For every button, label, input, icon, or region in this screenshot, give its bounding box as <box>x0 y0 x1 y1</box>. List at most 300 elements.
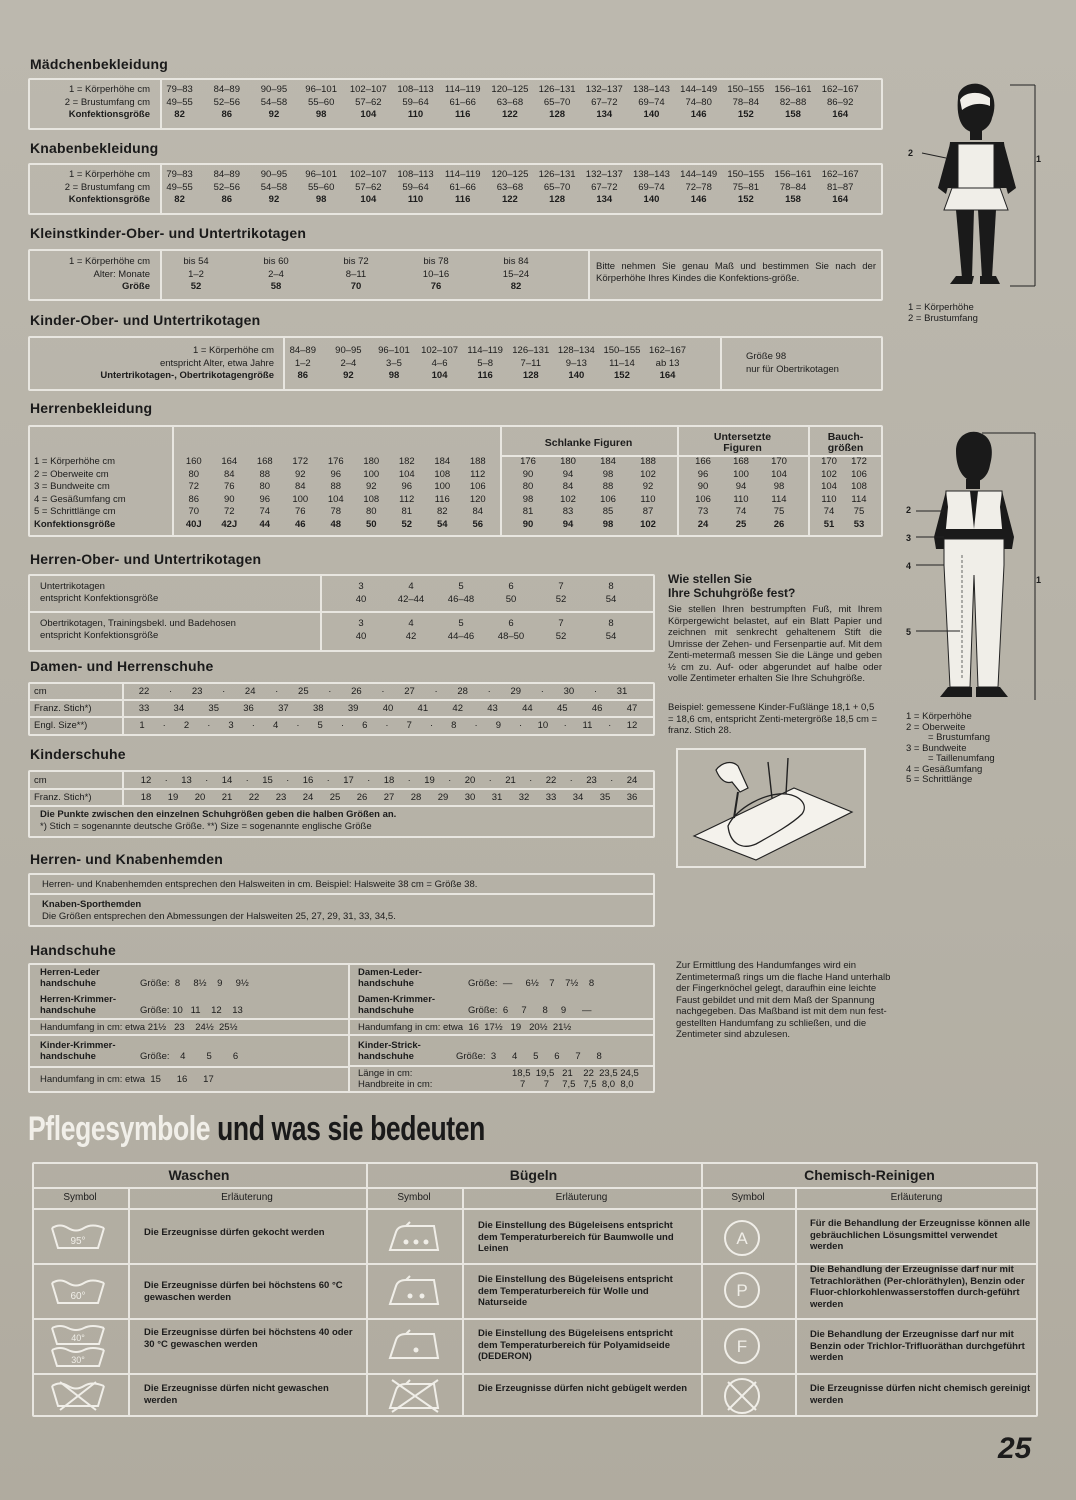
table-cell: 49–55 <box>166 96 193 108</box>
table-knaben <box>32 169 864 207</box>
laenge-values: 18,5 19,5 21 22 23,5 24,5 <box>512 1068 639 1079</box>
table-cell: 83 <box>562 506 574 517</box>
shoe-size-cell: 22 <box>138 686 150 697</box>
table-cell: 40 <box>355 593 367 605</box>
table-cell: 74 <box>823 506 835 517</box>
shoe-size-cell: 42 <box>452 703 463 714</box>
table-cell: 100 <box>733 468 749 480</box>
table-cell: 152 <box>614 370 630 381</box>
table-cell: 96–101 <box>378 345 410 356</box>
table-cell: bis 60 <box>263 256 289 267</box>
obertrikotagen-label: Obertrikotagen, Trainingsbekl. und Badehosen <box>40 618 236 629</box>
table-cell: 122 <box>501 194 518 205</box>
table-cell: 2–4 <box>268 268 284 280</box>
table-cell: 40J <box>185 518 202 530</box>
table-row <box>508 469 668 482</box>
table-kinder <box>40 345 690 383</box>
table-cell: 75 <box>853 506 865 517</box>
shoe-size-cell: · <box>222 686 226 697</box>
kinder-strick-sizes: Größe: 3 4 5 6 7 8 <box>456 1051 602 1062</box>
care-head-waschen: Waschen <box>168 1167 230 1183</box>
breite-values: 7 7 7,5 7,5 8,0 8,0 <box>520 1079 634 1090</box>
table-cell: 1–2 <box>188 268 204 280</box>
herren-leder-sizes: Größe: 8 8½ 9 9½ <box>140 978 249 989</box>
table-cell: 54 <box>605 630 617 642</box>
care-head-buegeln: Bügeln <box>509 1167 558 1183</box>
table-cell: 132–137 <box>585 169 623 180</box>
shoe-size-cell: 5 <box>317 720 323 731</box>
herren-krimmer-label-2: handschuhe <box>40 1005 96 1016</box>
table-cell: 94 <box>735 481 747 492</box>
table-cell: 110 <box>733 493 749 505</box>
table-row <box>32 281 556 294</box>
table-cell: 168 <box>733 456 749 467</box>
table-cell: 80 <box>522 481 534 492</box>
table-cell: 57–62 <box>355 96 382 108</box>
table-cell: 78 <box>330 506 342 517</box>
man-legend-item: 2 = Oberweite <box>906 721 966 733</box>
shoe-size-cell: 2 <box>183 720 190 731</box>
table-cell: 76 <box>430 281 442 292</box>
table-cell: 180 <box>560 456 576 467</box>
table-cell: 69–74 <box>638 181 665 193</box>
care-buegeln-3: Die Einstellung des Bügeleisens entspricht dem Temperaturbereich für Polyamidseide (DEDERON) <box>478 1328 673 1362</box>
table-cell: 84–89 <box>213 169 240 180</box>
table-cell: 152 <box>737 109 754 120</box>
table-cell: 94 <box>562 468 574 480</box>
shoe-size-cell: 19 <box>424 775 435 786</box>
table-cell: 52–56 <box>213 96 240 108</box>
table-cell: bis 84 <box>503 256 529 267</box>
shoe-size-cell: · <box>610 775 614 786</box>
schuhgroesse-title-1: Wie stellen Sie <box>668 572 752 586</box>
table-cell: 50 <box>505 593 517 605</box>
table-cell: 102 <box>640 518 656 530</box>
herren-group-untersetzt-1: Untersetzte <box>713 431 772 443</box>
table-cell: 81 <box>522 506 534 517</box>
shoe-size-cell: · <box>340 720 345 731</box>
man-legend-item: 4 = Gesäßumfang <box>906 763 983 775</box>
table-herren-bauch <box>814 456 874 531</box>
table-cell: 98 <box>315 109 327 120</box>
table-cell: 78–84 <box>779 181 807 193</box>
table-cell: 122 <box>501 109 518 120</box>
table-cell: 172 <box>851 456 867 467</box>
table-cell: 5 <box>458 618 464 629</box>
table-cell: 88 <box>330 481 342 492</box>
child-legend-1: 1 = Körperhöhe <box>908 302 974 313</box>
table-cell: 90–95 <box>335 345 362 356</box>
table-row <box>176 481 496 494</box>
table-cell: 61–66 <box>449 96 476 108</box>
care-sub-erl-2: Erläuterung <box>555 1192 608 1203</box>
table-row <box>336 631 636 644</box>
table-cell: 100 <box>292 493 309 505</box>
table-row <box>336 581 636 594</box>
care-buegeln-4: Die Erzeugnisse dürfen nicht gebügelt werden <box>478 1383 688 1394</box>
table-cell: 146 <box>690 194 707 205</box>
herren-leder-label-2: handschuhe <box>40 978 96 989</box>
iron-low-icon <box>382 1328 446 1364</box>
table-cell: 3–5 <box>386 357 402 369</box>
herren-krimmer-label: Herren-Krimmer- <box>40 994 117 1005</box>
table-cell: 5–8 <box>477 357 494 369</box>
table-row <box>684 519 798 532</box>
table-cell: 116 <box>477 370 493 381</box>
table-cell: 42J <box>221 518 238 530</box>
table-row <box>814 469 874 482</box>
table-cell: 52–56 <box>213 181 240 193</box>
table-cell: 158 <box>785 194 801 205</box>
shoe-size-cell: · <box>608 720 612 731</box>
table-cell: 67–72 <box>591 181 618 193</box>
table-cell: 90 <box>522 518 534 530</box>
shoe-size-cell: 35 <box>208 703 219 714</box>
table-cell: 90–95 <box>260 169 288 180</box>
table-cell: 55–60 <box>307 181 335 193</box>
table-row <box>684 506 798 519</box>
table-cell: 50 <box>365 518 377 530</box>
man-marker-1: 1 <box>1036 575 1042 585</box>
table-cell: 81–87 <box>827 181 854 193</box>
man-legend <box>906 712 1056 786</box>
section-title-maedchen: Mädchenbekleidung <box>30 56 168 72</box>
table-herren-schlank <box>508 456 668 531</box>
table-kleinst <box>32 256 556 294</box>
table-row <box>508 494 668 507</box>
care-sub-symbol-2: Symbol <box>397 1192 431 1203</box>
damen-leder-sizes: Größe: — 6½ 7 7½ 8 <box>468 978 595 989</box>
table-cell: bis 54 <box>183 256 209 267</box>
table-cell: 164 <box>832 194 849 205</box>
table-cell: 134 <box>596 109 613 120</box>
table-cell: 6 <box>508 581 514 592</box>
table-cell: 120 <box>469 493 486 505</box>
kinder-strick-label-2: handschuhe <box>358 1051 414 1062</box>
untertrikotagen-sub-label: entspricht Konfektionsgröße <box>40 593 159 604</box>
kinder-krimmer-label: Kinder-Krimmer- <box>40 1040 116 1051</box>
herren-row-label: 5 = Schrittlänge cm <box>34 506 116 517</box>
kinder-strick-label: Kinder-Strick- <box>358 1040 421 1051</box>
herren-row-label: Konfektionsgröße <box>34 518 116 530</box>
man-legend-item: 5 = Schrittlänge <box>906 774 973 785</box>
table-cell: 106 <box>600 493 616 505</box>
table-cell: 114 <box>851 493 867 505</box>
shoe-size-cell: 20 <box>194 792 206 803</box>
schuhgroesse-text: Sie stellen Ihren bestrumpften Fuß, mit Ihrem Körpergewicht belastet, auf ein Blatt Papier und zeichnen mit senkrecht gehaltenem Stift die Umrisse der Zehen- und Fersenpartie auf. Mit dem Zenti-metermaß messen Sie die Länge und geben ½ cm zu. Auf- oder abgerundet auf halbe oder volle Zentimeter erhalten Sie Ihre Schuhgröße. <box>668 604 882 684</box>
table-cell: 52 <box>555 630 567 642</box>
table-cell: 6 <box>508 618 514 629</box>
shoe-size-cell: · <box>593 686 598 697</box>
shoe-size-cell: · <box>164 775 168 786</box>
untertrikotagen-label: Untertrikotagen <box>40 581 105 592</box>
table-cell: 1–2 <box>294 357 311 369</box>
table-cell: 84 <box>472 506 484 517</box>
table-cell: 90 <box>522 468 534 480</box>
table-cell: 76 <box>223 481 235 492</box>
herren-row-label: 3 = Bundweite cm <box>34 481 110 492</box>
table-cell: 114 <box>771 493 787 505</box>
table-cell: ab 13 <box>655 357 680 369</box>
table-cell: 42 <box>405 630 417 642</box>
table-cell: 54–58 <box>260 96 288 108</box>
shoe-size-cell: · <box>563 720 567 731</box>
table-cell: 15–24 <box>502 268 530 280</box>
table-cell: 85 <box>602 506 614 517</box>
row-label: 1 = Körperhöhe cm <box>68 256 150 267</box>
row-label: 1 = Körperhöhe cm <box>68 84 150 95</box>
no-dryclean-icon <box>722 1376 762 1416</box>
table-cell: 57–62 <box>355 181 382 193</box>
shoe-size-cell: 17 <box>343 775 354 786</box>
table-cell: 164 <box>832 109 849 120</box>
shoe-size-cell: · <box>162 720 166 731</box>
section-title-herren-trikotagen: Herren-Ober- und Untertrikotagen <box>30 551 262 567</box>
table-cell: 82–88 <box>779 96 807 108</box>
care-buegeln-2: Die Einstellung des Bügeleisens entspricht dem Temperaturbereich für Wolle und Naturseide <box>478 1274 673 1308</box>
herren-group-bauch-1: Bauch- <box>827 431 864 443</box>
iron-medium-icon <box>382 1274 446 1310</box>
shoe-size-cell: · <box>429 720 434 731</box>
shoe-size-cell: 46 <box>591 703 603 714</box>
herren-row-label: 1 = Körperhöhe cm <box>34 456 116 467</box>
wash-30-label: 30° <box>71 1355 85 1365</box>
row-label: Untertrikotagen-, Obertrikotagengröße <box>100 370 274 381</box>
table-cell: 176 <box>520 456 536 467</box>
table-cell: 46 <box>294 518 306 530</box>
table-cell: 10–16 <box>422 268 450 280</box>
table-cell: 80 <box>188 468 200 480</box>
row-label: entspricht Alter, etwa Jahre <box>159 357 274 369</box>
table-cell: 152 <box>737 194 754 205</box>
table-cell: 82 <box>436 506 448 517</box>
table-cell: 180 <box>363 456 380 467</box>
table-cell: 70 <box>350 281 362 292</box>
table-cell: 128 <box>549 109 566 120</box>
herren-row-label: 2 = Oberweite cm <box>34 468 109 480</box>
table-cell: 46–48 <box>447 593 475 605</box>
table-cell: 92 <box>294 468 306 480</box>
table-cell: 7 <box>558 618 564 629</box>
table-cell: 108 <box>851 481 867 492</box>
table-cell: 140 <box>643 194 660 205</box>
table-cell: 25 <box>735 518 747 530</box>
table-cell: 82 <box>510 281 522 292</box>
table-cell: 72 <box>188 481 200 492</box>
table-cell: 104 <box>327 493 344 505</box>
row-label: Größe <box>122 281 150 292</box>
table-cell: 102 <box>560 493 576 505</box>
schuhe-label-cm: cm <box>34 686 47 697</box>
table-cell: 84 <box>223 468 235 480</box>
kinderschuhe-note-2: *) Stich = sogenannte deutsche Größe. **) Size = sogenannte englische Größe <box>40 821 372 832</box>
shoe-size-cell: · <box>326 775 330 786</box>
no-wash-icon <box>48 1380 108 1412</box>
section-title-herren: Herrenbekleidung <box>30 400 153 416</box>
wash-40-30-icon <box>48 1324 108 1370</box>
table-cell: 72 <box>223 506 235 517</box>
table-cell: 74 <box>259 506 271 517</box>
shoe-size-cell: 16 <box>302 775 314 786</box>
table-cell: 104 <box>398 468 415 480</box>
table-cell: 86 <box>221 109 233 120</box>
shoe-size-cell: 24 <box>302 792 314 803</box>
table-cell: 164 <box>221 456 238 467</box>
table-row <box>176 469 496 482</box>
table-row <box>32 97 864 110</box>
damen-krimmer-label: Damen-Krimmer- <box>358 994 436 1005</box>
table-cell: 79–83 <box>166 169 193 180</box>
table-cell: 100 <box>363 468 380 480</box>
herren-group-bauch-2: größen <box>827 442 864 454</box>
section-title-schuhe: Damen- und Herrenschuhe <box>30 658 214 674</box>
table-cell: 120–125 <box>491 169 529 180</box>
table-cell: 24 <box>697 518 709 530</box>
table-cell: 134 <box>596 194 613 205</box>
table-cell: 112 <box>399 493 415 505</box>
table-cell: 7 <box>558 581 564 592</box>
shoe-size-cell: · <box>381 686 385 697</box>
table-row <box>40 370 690 383</box>
shoe-size-cell: 15 <box>262 775 273 786</box>
shoe-size-cell: 28 <box>457 686 468 697</box>
table-row <box>684 494 798 507</box>
table-row <box>508 456 668 469</box>
laenge-label: Länge in cm: <box>358 1068 413 1079</box>
table-cell: 144–149 <box>680 84 718 95</box>
shoe-size-cell: 30 <box>563 686 575 697</box>
shoe-size-cell: · <box>205 775 209 786</box>
table-row <box>176 506 496 519</box>
shoe-size-cell: 33 <box>545 792 557 803</box>
section-title-hemden: Herren- und Knabenhemden <box>30 851 224 867</box>
herren-leder-label: Herren-Leder <box>40 967 100 978</box>
man-figure-illustration <box>900 425 1050 705</box>
page-number: 25 <box>998 1432 1032 1465</box>
table-cell: 170 <box>771 456 787 467</box>
shoe-size-cell: 43 <box>487 703 498 714</box>
table-cell: 75–81 <box>732 181 760 193</box>
table-cell: 156–161 <box>774 169 812 180</box>
man-marker-5: 5 <box>906 627 912 637</box>
shoe-size-cell: 30 <box>464 792 476 803</box>
man-marker-4: 4 <box>906 561 912 571</box>
table-cell: 5 <box>458 581 464 592</box>
shoe-size-cell: 18 <box>140 792 152 803</box>
row-label: 2 = Brustumfang cm <box>64 181 150 193</box>
table-cell: 104 <box>360 194 377 205</box>
kleinst-note: Bitte nehmen Sie genau Maß und bestimmen Sie nach der Körperhöhe Ihres Kindes die Konfektions-größe. <box>596 261 876 284</box>
table-cell: 8–11 <box>345 268 367 280</box>
table-cell: 150–155 <box>727 169 765 180</box>
table-cell: 92 <box>365 481 377 492</box>
table-cell: 44 <box>259 518 271 530</box>
table-cell: 96–101 <box>305 169 337 180</box>
care-sub-symbol-1: Symbol <box>63 1192 97 1203</box>
shoe-size-cell: 21 <box>505 775 516 786</box>
dryclean-f-label: F <box>736 1337 748 1356</box>
shoe-size-cell: 20 <box>464 775 476 786</box>
pflege-title-black: und was sie bedeuten <box>217 1110 485 1148</box>
care-chemisch-3: Die Behandlung der Erzeugnisse darf nur mit Benzin oder Trichlor-Trifluoräthan durchgeführt werden <box>810 1329 1025 1363</box>
shoe-size-cell: 1 <box>139 720 145 731</box>
shoe-size-cell: · <box>487 686 491 697</box>
table-cell: 84–89 <box>289 345 316 356</box>
shoe-size-cell: 24 <box>626 775 638 786</box>
shoe-size-cell: · <box>275 686 279 697</box>
shoe-size-cell: 6 <box>362 720 368 731</box>
table-cell: 96–101 <box>305 84 337 95</box>
table-cell: 114–119 <box>444 84 481 95</box>
shoe-size-cell: 44 <box>522 703 533 714</box>
table-cell: 146 <box>690 109 707 120</box>
herren-group-schlank: Schlanke Figuren <box>544 437 633 449</box>
shoe-size-cell: 22 <box>545 775 557 786</box>
man-legend-item: 1 = Körperhöhe <box>906 711 972 722</box>
table-row <box>814 456 874 469</box>
shoe-size-cell: 35 <box>599 792 611 803</box>
shoe-size-cell: · <box>251 720 255 731</box>
care-sub-symbol-3: Symbol <box>731 1192 765 1203</box>
man-marker-2: 2 <box>906 505 912 515</box>
table-cell: 76 <box>294 506 306 517</box>
table-cell: 144–149 <box>680 169 718 180</box>
table-cell: 8 <box>608 618 614 629</box>
shoe-size-cell: · <box>328 686 332 697</box>
shoe-size-cell: 22 <box>248 792 260 803</box>
table-cell: 74 <box>735 506 747 517</box>
table-cell: 75 <box>773 506 785 517</box>
table-cell: 110 <box>407 109 424 120</box>
shoe-size-cell: · <box>245 775 249 786</box>
table-cell: 84 <box>562 481 574 492</box>
table-cell: 90 <box>697 481 709 492</box>
table-row <box>508 506 668 519</box>
table-cell: 54 <box>605 593 617 605</box>
table-cell: 26 <box>773 518 785 530</box>
dryclean-p-icon <box>722 1270 762 1310</box>
table-cell: 92 <box>268 194 280 205</box>
section-title-kinder: Kinder-Ober- und Untertrikotagen <box>30 312 261 328</box>
table-cell: 126–131 <box>512 345 550 356</box>
table-cell: bis 72 <box>343 256 369 267</box>
table-cell: 110 <box>407 194 424 205</box>
table-cell: 42–44 <box>397 593 425 605</box>
shoe-size-cell: 37 <box>278 703 289 714</box>
table-cell: 40 <box>355 630 367 642</box>
table-cell: 104 <box>431 370 448 381</box>
shoe-size-cell: 19 <box>167 792 179 803</box>
table-cell: 49–55 <box>166 181 193 193</box>
care-waschen-1: Die Erzeugnisse dürfen gekocht werden <box>144 1227 325 1238</box>
table-cell: 126–131 <box>538 169 576 180</box>
table-row <box>176 494 496 507</box>
table-cell: 102–107 <box>349 169 387 180</box>
shoe-size-cell: 11 <box>582 720 593 731</box>
table-cell: 55–60 <box>307 96 335 108</box>
schuhgroesse-title-2: Ihre Schuhgröße fest? <box>668 586 796 600</box>
herren-group-untersetzt-2: Figuren <box>723 442 762 454</box>
care-waschen-3: Die Erzeugnisse dürfen bei höchstens 40 oder 30 °C gewaschen werden <box>144 1327 353 1350</box>
shoe-size-cell: · <box>519 720 523 731</box>
care-chemisch-1: Für die Behandlung der Erzeugnisse können alle gebräuchlichen Lösungsmittel verwendet werden <box>810 1218 1031 1252</box>
table-cell: 98 <box>522 493 534 505</box>
schuhgroesse-example: Beispiel: gemessene Kinder-Fußlänge 18,1 + 0,5 = 18,6 cm, entspricht Zenti-metergröße 18,5 cm = franz. Stich 28. <box>668 702 878 736</box>
obertrikotagen-sub-label: entspricht Konfektionsgröße <box>40 630 159 641</box>
table-row <box>32 109 864 122</box>
herren-row-label: 4 = Gesäßumfang cm <box>34 493 126 505</box>
table-cell: 116 <box>434 493 450 505</box>
